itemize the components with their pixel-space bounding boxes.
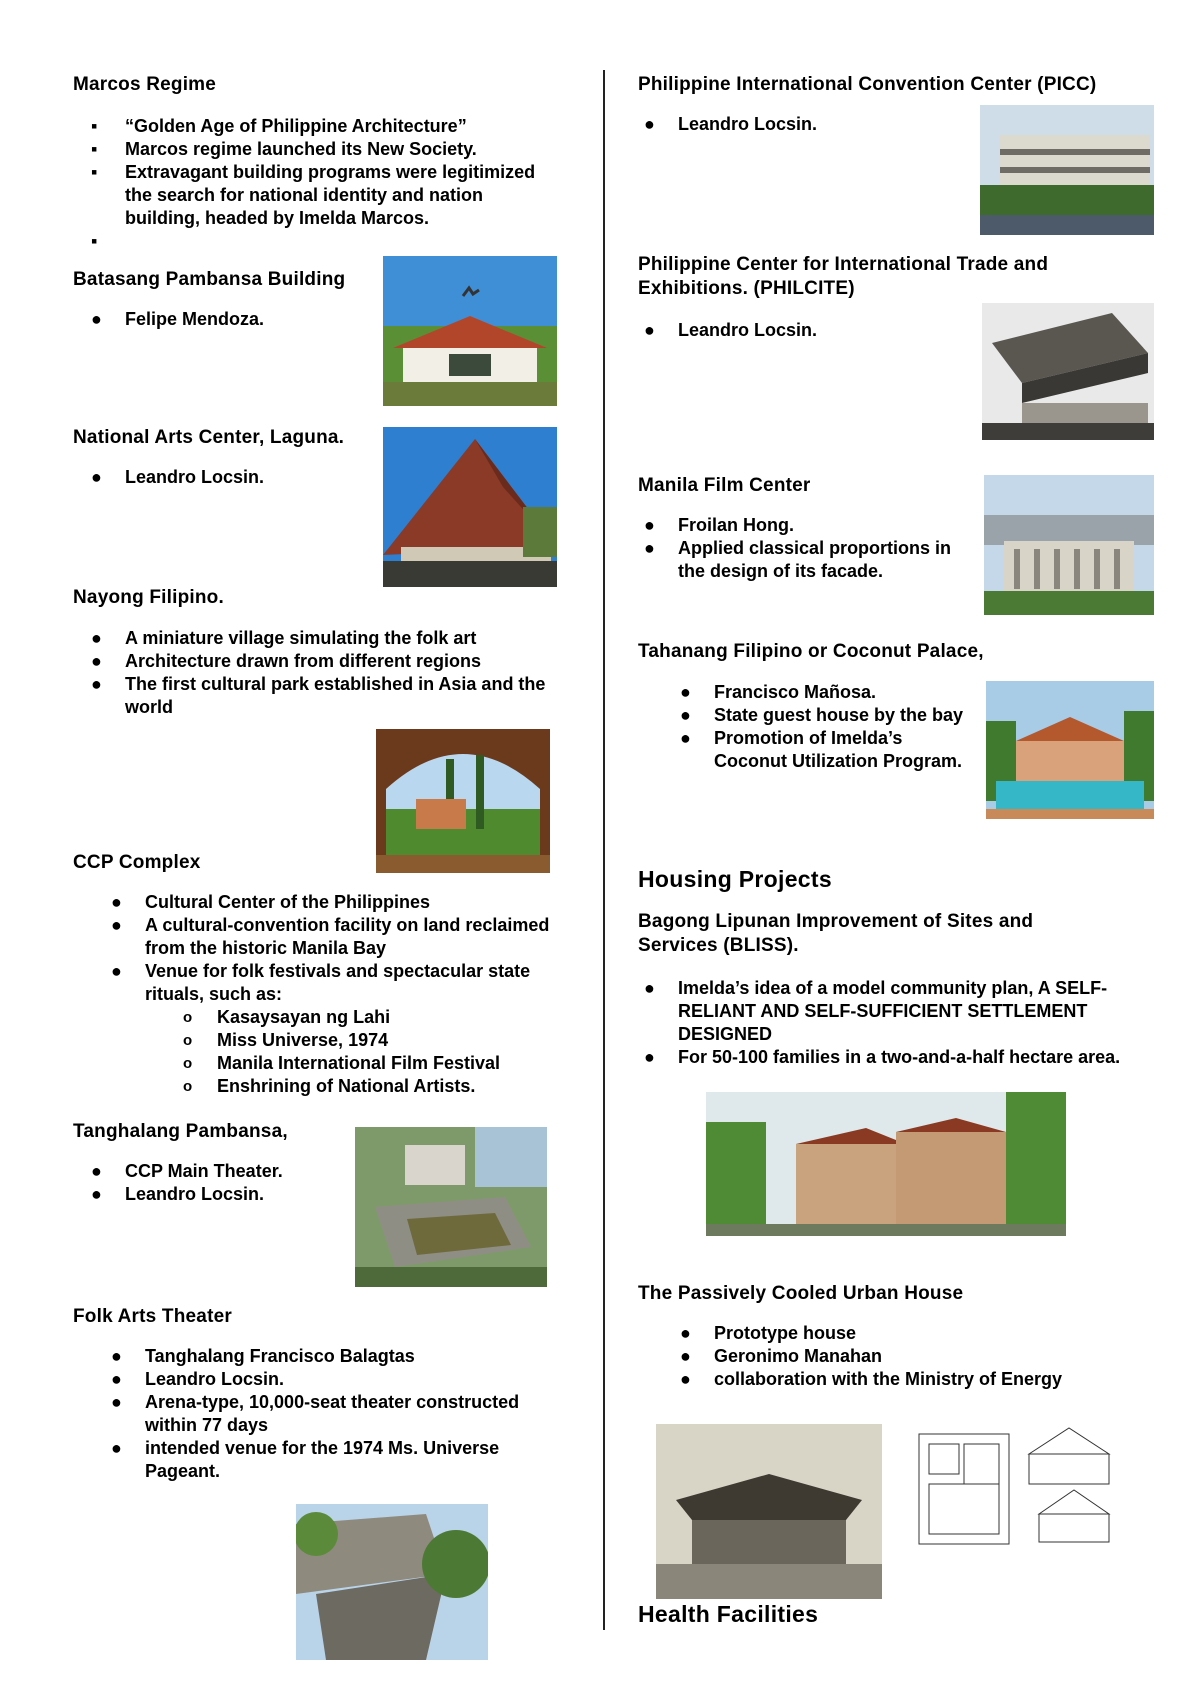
list-item: ▪ Extravagant building programs were legitimized the search for national identity and nation building, headed by Imelda Marcos.	[91, 162, 536, 228]
folk-arts-list	[73, 1345, 553, 1483]
passive-list	[638, 1322, 1078, 1391]
tanghalang-heading: Tanghalang Pambansa,	[73, 1121, 288, 1142]
list-item: ▪ “Golden Age of Philippine Architecture”	[91, 116, 467, 136]
list-item: ● Leandro Locsin.	[644, 320, 818, 340]
coconut-heading: Tahanang Filipino or Coconut Palace,	[638, 641, 984, 662]
film-center-heading: Manila Film Center	[638, 475, 811, 496]
batasang-photo	[383, 256, 557, 406]
national-arts-photo	[383, 427, 557, 587]
list-item: ● Leandro Locsin.	[91, 1184, 265, 1204]
list-item: ● Leandro Locsin.	[111, 1369, 285, 1389]
philcite-photo	[982, 303, 1154, 440]
health-heading: Health Facilities	[638, 1601, 819, 1627]
national-arts-heading: National Arts Center, Laguna.	[73, 427, 345, 448]
marcos-heading: Marcos Regime	[73, 74, 217, 95]
ccp-list	[73, 891, 573, 1098]
list-item: ● For 50-100 families in a two-and-a-half hectare area.	[644, 1047, 1121, 1067]
list-item: ● Cultural Center of the Philippines	[111, 892, 431, 912]
bliss-list	[638, 977, 1138, 1069]
passive-heading: The Passively Cooled Urban House	[638, 1283, 964, 1304]
list-item: ● Prototype house	[680, 1323, 857, 1343]
picc-list	[638, 113, 938, 136]
nayong-photo	[376, 729, 550, 873]
batasang-heading: Batasang Pambansa Building	[73, 269, 346, 290]
list-item: ● Froilan Hong.	[644, 515, 794, 535]
philcite-list	[638, 319, 938, 342]
picc-photo	[980, 105, 1154, 235]
tanghalang-photo	[355, 1127, 547, 1287]
list-item: o Manila International Film Festival	[183, 1053, 501, 1073]
film-center-list	[638, 514, 968, 583]
list-item: ● State guest house by the bay	[680, 705, 964, 725]
nayong-heading: Nayong Filipino.	[73, 587, 224, 608]
list-item: ● intended venue for the 1974 Ms. Universe Pageant.	[111, 1438, 500, 1481]
list-item: ● Architecture drawn from different regions	[91, 651, 482, 671]
list-item: ● Leandro Locsin.	[91, 467, 265, 487]
list-item: ● Tanghalang Francisco Balagtas	[111, 1346, 415, 1366]
list-item: ● A cultural-convention facility on land reclaimed from the historic Manila Bay	[111, 915, 550, 958]
picc-heading: Philippine International Convention Center (PICC)	[638, 74, 1097, 95]
philcite-heading: Philippine Center for International Trade and Exhibitions. (PHILCITE)	[638, 254, 1049, 299]
bliss-photo	[706, 1092, 1066, 1236]
list-item: ● A miniature village simulating the folk art	[91, 628, 477, 648]
column-divider	[603, 70, 605, 1630]
list-item: ● Imelda’s idea of a model community plan, A SELF-RELIANT AND SELF-SUFFICIENT SETTLEMENT DESIGNED	[644, 978, 1108, 1044]
housing-heading: Housing Projects	[638, 866, 832, 892]
floor-plan-drawing	[909, 1414, 1124, 1562]
ccp-sub-list	[145, 1006, 573, 1098]
national-arts-list	[73, 466, 373, 489]
coconut-list	[638, 681, 968, 773]
list-item: ● collaboration with the Ministry of Energy	[680, 1369, 1063, 1389]
list-item: ▪ Marcos regime launched its New Society.	[91, 139, 477, 159]
list-item: ● Promotion of Imelda’s Coconut Utilization Program.	[680, 728, 963, 771]
list-item: ▪	[91, 231, 98, 251]
list-item: ● Applied classical proportions in the design of its facade.	[644, 538, 952, 581]
list-item: ● Francisco Mañosa.	[680, 682, 877, 702]
tanghalang-list	[73, 1160, 353, 1206]
nayong-list	[73, 627, 573, 719]
list-item: ● CCP Main Theater.	[91, 1161, 283, 1181]
folk-arts-photo	[296, 1504, 488, 1660]
coconut-photo	[986, 681, 1154, 819]
list-item: o Enshrining of National Artists.	[183, 1076, 476, 1096]
list-item: ● The first cultural park established in Asia and the world	[91, 674, 546, 717]
list-item: ● Leandro Locsin.	[644, 114, 818, 134]
marcos-list	[73, 115, 553, 253]
film-center-photo	[984, 475, 1154, 615]
ccp-heading: CCP Complex	[73, 852, 201, 873]
bliss-heading: Bagong Lipunan Improvement of Sites and Services (BLISS).	[638, 911, 1034, 956]
list-item: o Miss Universe, 1974	[183, 1030, 389, 1050]
list-item: ● Arena-type, 10,000-seat theater constructed within 77 days	[111, 1392, 520, 1435]
list-item: ● Venue for folk festivals and spectacular state rituals, such as: o Kasaysayan ng Lahi o Miss Universe, 1974 o Manila International Film Festival o Enshrining of National Artists.	[73, 960, 573, 1098]
list-item: ● Felipe Mendoza.	[91, 309, 265, 329]
list-item: o Kasaysayan ng Lahi	[183, 1007, 391, 1027]
folk-arts-heading: Folk Arts Theater	[73, 1306, 232, 1327]
passive-house-photo	[656, 1424, 882, 1599]
list-item: ● Geronimo Manahan	[680, 1346, 883, 1366]
batasang-list	[73, 308, 373, 331]
